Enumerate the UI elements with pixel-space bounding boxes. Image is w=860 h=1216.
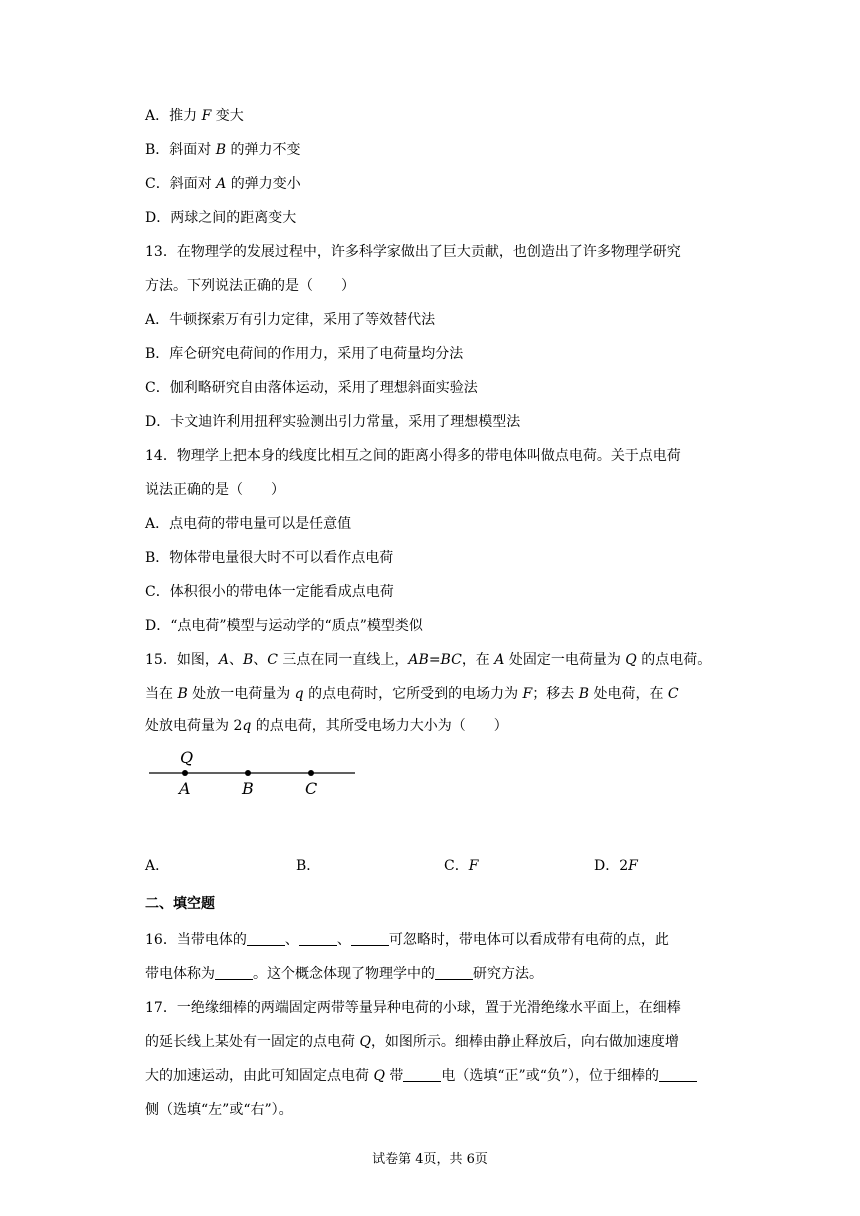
q16-blank-1[interactable]	[247, 931, 285, 946]
q15-figure	[145, 744, 360, 800]
q15-option-d: D．2F	[594, 858, 638, 874]
q12-option-d: D．两球之间的距离变大	[145, 210, 297, 226]
q16-line2: 带电体称为 。这个概念体现了物理学中的 研究方法。	[145, 966, 543, 982]
q15-label-q: Q	[180, 748, 194, 767]
q15-option-a: A．	[145, 858, 170, 874]
q16-line1: 16．当带电体的 、 、 可忽略时，带电体可以看成带有电荷的点，此	[145, 932, 669, 948]
q17-blank-1[interactable]	[403, 1067, 441, 1082]
q15-label-a: A	[179, 779, 191, 798]
q15-label-b: B	[242, 779, 254, 798]
q15-stem-line2: 当在 B 处放一电荷量为 q 的点电荷时，它所受到的电场力为 F；移去 B 处电荷，在 C	[145, 686, 679, 702]
q17-blank-2[interactable]	[659, 1067, 697, 1082]
q14-option-c: C．体积很小的带电体一定能看成点电荷	[145, 584, 394, 600]
q14-option-b: B．物体带电量很大时不可以看作点电荷	[145, 550, 394, 566]
q16-blank-5[interactable]	[435, 965, 473, 980]
q15-stem-line1: 15．如图，A、B、C 三点在同一直线上，AB=BC，在 A 处固定一电荷量为 Q 的点电荷。	[145, 652, 712, 668]
q13-stem-line2: 方法。下列说法正确的是（ ）	[145, 278, 355, 294]
q12-option-b: B．斜面对 B 的弹力不变	[145, 142, 301, 158]
q14-option-a: A．点电荷的带电量可以是任意值	[145, 516, 352, 532]
q15-point-c	[308, 770, 314, 776]
q16-blank-2[interactable]	[299, 931, 337, 946]
q14-stem-line1: 14．物理学上把本身的线度比相互之间的距离小得多的带电体叫做点电荷。关于点电荷	[145, 448, 681, 464]
q17-line3: 大的加速运动，由此可知固定点电荷 Q 带 电（选填“正”或“负”），位于细棒的	[145, 1066, 697, 1086]
q13-option-d: D．卡文迪许利用扭秤实验测出引力常量，采用了理想模型法	[145, 414, 521, 430]
q12-option-c: C．斜面对 A 的弹力变小	[145, 176, 301, 192]
q13-option-a: A．牛顿探索万有引力定律，采用了等效替代法	[145, 312, 436, 328]
q15-option-c: C．F	[444, 858, 479, 874]
q15-label-c: C	[305, 779, 318, 798]
q13-stem-line1: 13．在物理学的发展过程中，许多科学家做出了巨大贡献，也创造出了许多物理学研究	[145, 244, 681, 260]
q15-point-a	[182, 770, 188, 776]
q17-line2: 的延长线上某处有一固定的点电荷 Q，如图所示。细棒由静止释放后，向右做加速度增	[145, 1034, 679, 1050]
q16-blank-4[interactable]	[215, 965, 253, 980]
q15-point-b	[245, 770, 251, 776]
q12-option-a: A．推力 F 变大	[145, 108, 244, 124]
q15-option-b: B．	[296, 858, 321, 874]
q14-stem-line2: 说法正确的是（ ）	[145, 482, 285, 498]
q17-line1: 17．一绝缘细棒的两端固定两带等量异种电荷的小球，置于光滑绝缘水平面上，在细棒	[145, 1000, 681, 1016]
section-heading-fill-in: 二、填空题	[145, 896, 215, 912]
q13-option-c: C．伽利略研究自由落体运动，采用了理想斜面实验法	[145, 380, 478, 396]
page-footer: 试卷第 4页，共 6页	[372, 1152, 488, 1167]
q13-option-b: B．库仑研究电荷间的作用力，采用了电荷量均分法	[145, 346, 464, 362]
q16-blank-3[interactable]	[351, 931, 389, 946]
q17-line4: 侧（选填“左”或“右”）。	[145, 1102, 293, 1118]
q14-option-d: D．“点电荷”模型与运动学的“质点”模型类似	[145, 618, 423, 634]
q15-stem-line3: 处放电荷量为 2q 的点电荷，其所受电场力大小为（ ）	[145, 718, 508, 734]
